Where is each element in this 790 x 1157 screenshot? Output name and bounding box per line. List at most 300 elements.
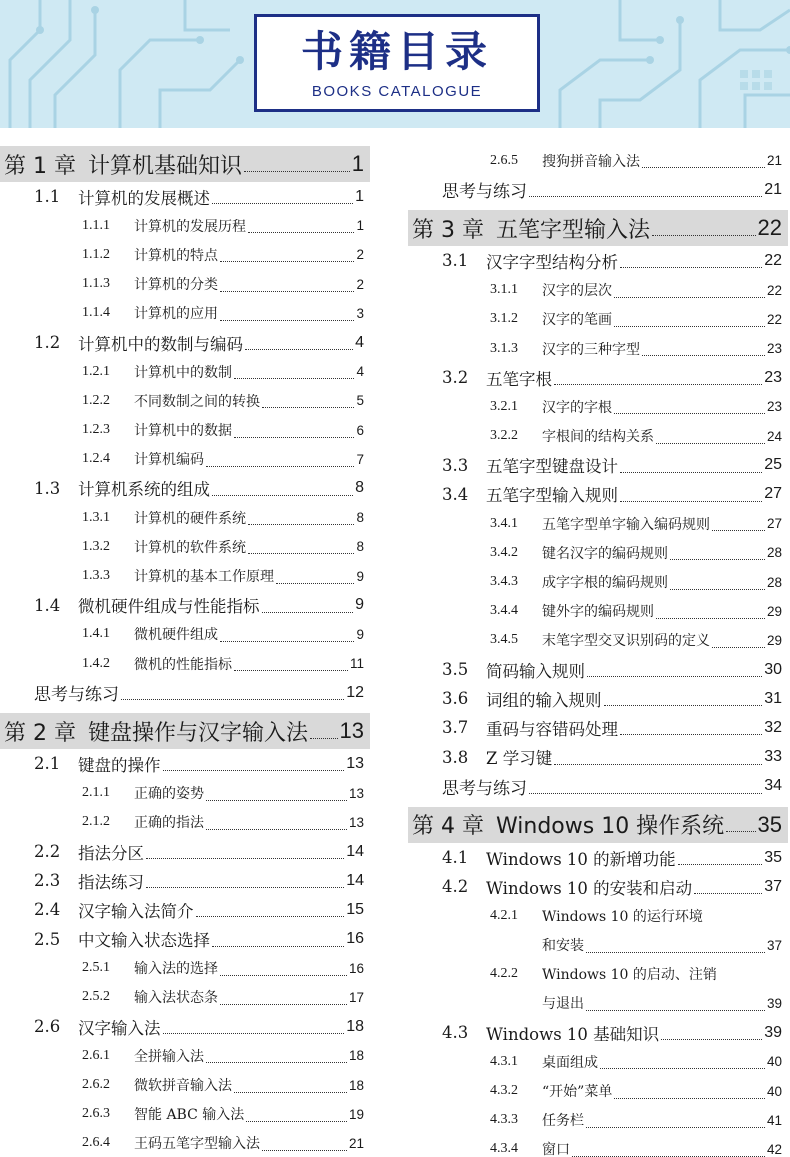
toc-entry-page-number: 9 <box>355 596 364 614</box>
toc-entry-number: 2.6.4 <box>82 1135 110 1151</box>
toc-entry-number: 3.4 <box>442 484 469 504</box>
toc-entry-page-number: 27 <box>766 516 782 532</box>
toc-entry-page-number: 4 <box>356 364 364 380</box>
toc-entry-page-number: 21 <box>764 180 782 198</box>
toc-entry-sec[interactable] <box>0 474 370 503</box>
dot-leader <box>234 1092 347 1093</box>
toc-entry-number: 3.4.3 <box>490 574 518 590</box>
toc-entry-page-number: 14 <box>346 871 364 889</box>
toc-entry-sec[interactable] <box>408 872 788 901</box>
dot-leader <box>220 320 354 321</box>
toc-entry-title: 计算机的应用 <box>134 306 218 323</box>
toc-entry-number: 4.2 <box>442 877 469 897</box>
toc-entry-title: 计算机的特点 <box>134 247 218 264</box>
toc-entry-number: 4.3.4 <box>490 1141 518 1157</box>
toc-entry-number: 2.1.1 <box>82 785 110 801</box>
toc-entry-page-number: 28 <box>766 574 782 590</box>
toc-entry-sub[interactable] <box>0 1041 370 1070</box>
dot-leader <box>712 647 765 648</box>
toc-entry-sec[interactable] <box>0 749 370 778</box>
dot-leader <box>600 1068 765 1069</box>
toc-entry-number: 3.4.1 <box>490 515 518 531</box>
toc-entry-sub[interactable] <box>0 270 370 299</box>
toc-entry-page-number: 8 <box>356 510 364 526</box>
dot-leader <box>196 916 345 917</box>
toc-entry-number: 1.2.4 <box>82 451 110 467</box>
toc-entry-title: 键盘操作与汉字输入法 <box>88 720 309 746</box>
dot-leader <box>712 530 765 531</box>
toc-entry-number: 3.1.1 <box>490 282 518 298</box>
toc-entry-title: 桌面组成 <box>542 1054 598 1071</box>
toc-entry-number: 2.4 <box>34 900 61 920</box>
toc-entry-page-number: 14 <box>346 842 364 860</box>
toc-entry-number: 3.2 <box>442 368 469 388</box>
toc-entry-page-number: 30 <box>764 660 782 678</box>
toc-entry-page-number: 28 <box>766 545 782 561</box>
toc-entry-title: 计算机系统的组成 <box>78 480 210 500</box>
dot-leader <box>220 975 347 976</box>
toc-entry-title: 计算机编码 <box>134 452 204 469</box>
toc-entry-number: 1.1.4 <box>82 305 110 321</box>
toc-entry-number: 2.5.1 <box>82 960 110 976</box>
toc-entry-title: 末笔字型交叉识别码的定义 <box>542 633 710 650</box>
toc-entry-sec[interactable] <box>0 866 370 895</box>
toc-entry-number: 1.1 <box>34 187 61 207</box>
dot-leader <box>146 858 344 859</box>
toc-entry-number: 1.2.1 <box>82 363 110 379</box>
toc-entry-page-number: 9 <box>356 626 364 642</box>
toc-entry-page-number: 32 <box>764 718 782 736</box>
dot-leader <box>163 770 345 771</box>
toc-entry-number: 1.3.2 <box>82 538 110 554</box>
toc-entry-title: 思考与练习 <box>442 778 527 799</box>
dot-leader <box>656 618 765 619</box>
toc-entry-number: 1.1.1 <box>82 217 110 233</box>
toc-entry-sec[interactable] <box>408 451 788 480</box>
toc-entry-number: 2.2 <box>34 842 61 862</box>
toc-entry-page-number: 37 <box>764 877 782 895</box>
toc-entry-title: 王码五笔字型输入法 <box>134 1136 260 1153</box>
toc-entry-number: 第 1 章 <box>4 153 76 179</box>
dot-leader <box>642 167 765 168</box>
toc-entry-title: Z 学习键 <box>486 749 553 769</box>
toc-entry-number: 1.1.3 <box>82 276 110 292</box>
toc-entry-title: 全拼输入法 <box>134 1048 204 1065</box>
toc-entry-page-number: 22 <box>757 215 782 241</box>
toc-entry-title: 计算机中的数制 <box>134 364 232 381</box>
toc-entry-page-number: 11 <box>349 656 364 672</box>
toc-entry-page-number: 29 <box>766 632 782 648</box>
toc-entry-title: 五笔字型键盘设计 <box>486 457 618 477</box>
dot-leader <box>586 952 765 953</box>
dot-leader <box>642 355 765 356</box>
dot-leader <box>206 466 354 467</box>
dot-leader <box>554 764 762 765</box>
toc-entry-title: 汉字输入法简介 <box>78 901 194 921</box>
toc-entry-title: Windows 10 的安装和启动 <box>486 878 693 898</box>
dot-leader <box>620 472 762 473</box>
toc-entry-ex[interactable] <box>408 772 788 801</box>
toc-entry-sub[interactable] <box>408 305 788 334</box>
toc-entry-sub[interactable] <box>408 1047 788 1076</box>
toc-entry-sec[interactable] <box>0 925 370 954</box>
toc-entry-sub[interactable] <box>0 445 370 474</box>
toc-entry-title: 计算机的软件系统 <box>134 539 246 556</box>
toc-entry-title: 指法练习 <box>78 872 144 892</box>
toc-entry-title: 汉字字型结构分析 <box>486 252 618 272</box>
toc-entry-number: 2.3 <box>34 871 61 891</box>
toc-entry-title: 正确的姿势 <box>134 786 204 803</box>
toc-entry-sub[interactable] <box>408 1135 788 1157</box>
toc-entry-ex[interactable] <box>408 175 788 204</box>
toc-entry-title: 微机硬件组成 <box>134 627 218 644</box>
toc-entry-number: 1.4 <box>34 595 61 615</box>
toc-entry-number: 2.5.2 <box>82 989 110 1005</box>
dot-leader <box>276 583 354 584</box>
toc-entry-title: 计算机中的数据 <box>134 423 232 440</box>
toc-entry-sec[interactable] <box>408 655 788 684</box>
dot-leader <box>234 437 354 438</box>
dot-leader <box>220 291 354 292</box>
toc-entry-number: 3.2.2 <box>490 428 518 444</box>
dot-leader <box>212 203 353 204</box>
toc-entry-subhead[interactable] <box>408 901 788 930</box>
dot-leader <box>694 893 762 894</box>
toc-entry-page-number: 40 <box>766 1054 782 1070</box>
toc-entry-number: 3.1 <box>442 251 469 271</box>
toc-entry-title: 任务栏 <box>542 1113 584 1130</box>
dot-leader <box>220 1004 347 1005</box>
toc-entry-sec[interactable] <box>0 837 370 866</box>
dot-leader <box>614 297 765 298</box>
toc-entry-page-number: 22 <box>766 282 782 298</box>
toc-entry-sub[interactable] <box>408 626 788 655</box>
toc-entry-number: 第 3 章 <box>412 217 484 243</box>
toc-entry-number: 1.3.3 <box>82 568 110 584</box>
toc-entry-title: 字根间的结构关系 <box>542 429 654 446</box>
toc-entry-number: 3.5 <box>442 660 469 680</box>
dot-leader <box>670 589 765 590</box>
toc-entry-sec[interactable] <box>408 246 788 275</box>
toc-entry-page-number: 42 <box>766 1141 782 1157</box>
toc-entry-page-number: 1 <box>351 151 364 176</box>
toc-entry-page-number: 18 <box>348 1077 364 1093</box>
toc-entry-title: Windows 10 的启动、注销 <box>542 967 717 984</box>
toc-entry-sec[interactable] <box>0 895 370 924</box>
toc-entry-title: 计算机的基本工作原理 <box>134 569 274 586</box>
toc-entry-ex[interactable] <box>0 678 370 707</box>
toc-entry-number: 3.1.3 <box>490 340 518 356</box>
toc-entry-sub[interactable] <box>0 299 370 328</box>
toc-entry-sub[interactable] <box>0 1070 370 1099</box>
dot-leader <box>220 641 354 642</box>
toc-entry-number: 4.3.3 <box>490 1112 518 1128</box>
toc-entry-title: 输入法状态条 <box>134 990 218 1007</box>
toc-entry-number: 4.3.2 <box>490 1083 518 1099</box>
toc-entry-sub[interactable] <box>0 954 370 983</box>
dot-leader <box>614 413 765 414</box>
toc-entry-number: 1.1.2 <box>82 246 110 262</box>
toc-entry-page-number: 2 <box>356 247 364 263</box>
toc-entry-sub[interactable] <box>408 422 788 451</box>
catalogue-header <box>0 0 790 128</box>
toc-entry-sub[interactable] <box>408 1076 788 1105</box>
dot-leader <box>206 800 347 801</box>
dot-leader <box>244 171 350 172</box>
toc-entry-page-number: 9 <box>356 568 364 584</box>
toc-entry-page-number: 23 <box>766 341 782 357</box>
toc-entry-sub[interactable] <box>0 561 370 590</box>
dot-leader <box>234 670 348 671</box>
dot-leader <box>220 261 354 262</box>
toc-entry-title: 简码输入规则 <box>486 661 585 681</box>
toc-entry-number: 2.6 <box>34 1017 61 1037</box>
toc-entry-title: 汉字输入法 <box>78 1018 161 1038</box>
toc-entry-number: 3.3 <box>442 455 469 475</box>
toc-entry-title: 微软拼音输入法 <box>134 1078 232 1095</box>
toc-entry-title: 正确的指法 <box>134 815 204 832</box>
dot-leader <box>245 349 353 350</box>
toc-entry-title: 重码与容错码处理 <box>486 719 618 739</box>
toc-entry-sec[interactable] <box>408 743 788 772</box>
toc-entry-number: 4.1 <box>442 848 469 868</box>
toc-entry-number: 4.3.1 <box>490 1053 518 1069</box>
toc-entry-sub[interactable] <box>408 597 788 626</box>
toc-entry-sec[interactable] <box>0 328 370 357</box>
catalogue-title: 书籍目录 <box>300 27 493 76</box>
toc-entry-chapter[interactable] <box>408 210 788 246</box>
toc-entry-sub[interactable] <box>408 392 788 421</box>
toc-entry-sub[interactable] <box>0 1100 370 1129</box>
catalogue-subtitle: BOOKS CATALOGUE <box>311 83 483 100</box>
toc-entry-chapter[interactable] <box>0 146 370 182</box>
toc-entry-sub[interactable] <box>408 538 788 567</box>
toc-entry-sec[interactable] <box>408 1018 788 1047</box>
dot-leader <box>604 705 763 706</box>
toc-entry-sec[interactable] <box>0 591 370 620</box>
toc-entry-page-number: 17 <box>348 989 364 1005</box>
toc-entry-sub[interactable] <box>408 276 788 305</box>
toc-entry-title: “开始”菜单 <box>542 1084 613 1101</box>
toc-entry-title: Windows 10 的新增功能 <box>486 849 676 869</box>
toc-entry-subhead[interactable] <box>408 960 788 989</box>
toc-entry-title: 思考与练习 <box>34 685 119 706</box>
toc-entry-title: 指法分区 <box>78 843 144 863</box>
toc-entry-page-number: 22 <box>764 251 782 269</box>
toc-entry-title: 计算机的分类 <box>134 277 218 294</box>
toc-entry-number: 4.2.2 <box>490 966 518 982</box>
toc-entry-title: 汉字的字根 <box>542 399 612 416</box>
toc-entry-number: 4.3 <box>442 1023 469 1043</box>
toc-entry-cont[interactable] <box>408 931 788 960</box>
toc-entry-title: 五笔字型输入规则 <box>486 486 618 506</box>
toc-entry-number: 3.8 <box>442 747 469 767</box>
toc-entry-title: 不同数制之间的转换 <box>134 393 260 410</box>
toc-entry-sec[interactable] <box>0 182 370 211</box>
toc-entry-title: Windows 10 操作系统 <box>496 814 725 840</box>
toc-entry-page-number: 22 <box>766 311 782 327</box>
toc-entry-sub[interactable] <box>408 509 788 538</box>
toc-entry-sec[interactable] <box>408 363 788 392</box>
dot-leader <box>212 946 344 947</box>
toc-entry-page-number: 24 <box>766 428 782 444</box>
toc-entry-title: 搜狗拼音输入法 <box>542 153 640 170</box>
toc-entry-number: 2.1.2 <box>82 814 110 830</box>
dot-leader <box>656 443 765 444</box>
toc-entry-page-number: 21 <box>766 153 782 169</box>
toc-entry-page-number: 13 <box>348 785 364 801</box>
toc-entry-page-number: 12 <box>346 683 364 701</box>
toc-entry-chapter[interactable] <box>0 713 370 749</box>
toc-entry-number: 3.4.5 <box>490 632 518 648</box>
toc-entry-number: 1.4.2 <box>82 655 110 671</box>
toc-entry-number: 3.1.2 <box>490 311 518 327</box>
dot-leader <box>620 501 762 502</box>
toc-entry-page-number: 25 <box>764 456 782 474</box>
toc-entry-title: 智能 ABC 输入法 <box>134 1107 245 1124</box>
dot-leader <box>248 524 354 525</box>
dot-leader <box>554 384 762 385</box>
toc-entry-page-number: 1 <box>355 187 364 205</box>
toc-entry-sec[interactable] <box>408 843 788 872</box>
toc-entry-number: 4.2.1 <box>490 907 518 923</box>
toc-entry-title: 窗口 <box>542 1142 570 1157</box>
toc-entry-page-number: 21 <box>348 1135 364 1151</box>
toc-entry-page-number: 35 <box>757 811 782 837</box>
toc-entry-number: 1.3.1 <box>82 509 110 525</box>
toc-entry-sub[interactable] <box>0 240 370 269</box>
toc-entry-number: 1.2.3 <box>82 422 110 438</box>
toc-entry-page-number: 19 <box>348 1106 364 1122</box>
toc-entry-page-number: 6 <box>356 422 364 438</box>
toc-entry-sub[interactable] <box>0 211 370 240</box>
toc-entry-sec[interactable] <box>408 713 788 742</box>
toc-entry-page-number: 8 <box>355 479 364 497</box>
toc-entry-page-number: 3 <box>356 305 364 321</box>
dot-leader <box>587 676 762 677</box>
toc-entry-title: 键外字的编码规则 <box>542 604 654 621</box>
toc-entry-sub[interactable] <box>0 503 370 532</box>
dot-leader <box>614 326 765 327</box>
dot-leader <box>206 1062 347 1063</box>
dot-leader <box>310 738 338 739</box>
toc-entry-title: 和安装 <box>542 938 584 955</box>
dot-leader <box>726 831 755 832</box>
toc-entry-page-number: 41 <box>766 1112 782 1128</box>
toc-entry-page-number: 27 <box>764 485 782 503</box>
dot-leader <box>248 553 354 554</box>
dot-leader <box>529 196 762 197</box>
toc-entry-title: 计算机的发展历程 <box>134 218 246 235</box>
toc-entry-number: 3.4.2 <box>490 544 518 560</box>
toc-entry-page-number: 37 <box>766 937 782 953</box>
toc-entry-title: 五笔字型输入法 <box>496 217 651 243</box>
dot-leader <box>163 1033 345 1034</box>
toc-entry-page-number: 16 <box>346 930 364 948</box>
dot-leader <box>620 267 762 268</box>
toc-entry-number: 3.4.4 <box>490 603 518 619</box>
toc-entry-sub[interactable] <box>0 649 370 678</box>
toc-entry-page-number: 2 <box>356 276 364 292</box>
toc-entry-page-number: 23 <box>766 399 782 415</box>
dot-leader <box>262 1150 347 1151</box>
toc-entry-sub[interactable] <box>408 334 788 363</box>
toc-entry-sub[interactable] <box>0 620 370 649</box>
dot-leader <box>146 887 344 888</box>
toc-entry-title: 输入法的选择 <box>134 961 218 978</box>
toc-entry-number: 2.6.1 <box>82 1047 110 1063</box>
dot-leader <box>652 235 756 236</box>
toc-entry-page-number: 33 <box>764 748 782 766</box>
toc-entry-sub[interactable] <box>408 567 788 596</box>
toc-entry-page-number: 5 <box>356 393 364 409</box>
dot-leader <box>529 793 762 794</box>
toc-entry-sec[interactable] <box>408 684 788 713</box>
toc-entry-title: 计算机的发展概述 <box>78 188 210 208</box>
toc-entry-title: 键盘的操作 <box>78 755 161 775</box>
toc-entry-sub[interactable] <box>0 1129 370 1157</box>
toc-entry-sub[interactable] <box>0 386 370 415</box>
dot-leader <box>586 1010 765 1011</box>
toc-entry-page-number: 39 <box>766 995 782 1011</box>
toc-entry-page-number: 23 <box>764 368 782 386</box>
toc-entry-sub[interactable] <box>0 779 370 808</box>
toc-entry-sub[interactable] <box>0 416 370 445</box>
toc-entry-number: 2.6.2 <box>82 1077 110 1093</box>
dot-leader <box>678 864 763 865</box>
toc-entry-number: 1.2 <box>34 333 61 353</box>
toc-entry-number: 1.3 <box>34 478 61 498</box>
toc-entry-title: 词组的输入规则 <box>486 690 602 710</box>
toc-entry-sec[interactable] <box>408 480 788 509</box>
toc-entry-title: 汉字的层次 <box>542 283 612 300</box>
toc-entry-page-number: 18 <box>346 1017 364 1035</box>
dot-leader <box>246 1121 347 1122</box>
toc-entry-page-number: 31 <box>764 689 782 707</box>
toc-entry-sec[interactable] <box>0 1012 370 1041</box>
toc-entry-page-number: 7 <box>356 451 364 467</box>
catalogue-title-box <box>254 14 540 112</box>
dot-leader <box>586 1127 765 1128</box>
toc-entry-number: 1.4.1 <box>82 626 110 642</box>
toc-entry-number: 2.5 <box>34 929 61 949</box>
toc-entry-sub[interactable] <box>408 146 788 175</box>
dot-leader <box>670 559 765 560</box>
toc-entry-page-number: 16 <box>348 960 364 976</box>
toc-entry-title: 思考与练习 <box>442 182 527 203</box>
toc-entry-title: 中文输入状态选择 <box>78 931 210 951</box>
toc-entry-cont[interactable] <box>408 989 788 1018</box>
toc-entry-page-number: 13 <box>348 814 364 830</box>
toc-entry-sub[interactable] <box>0 357 370 386</box>
toc-entry-number: 2.6.3 <box>82 1106 110 1122</box>
dot-leader <box>206 829 347 830</box>
dot-leader <box>614 1098 765 1099</box>
toc-entry-sub[interactable] <box>0 808 370 837</box>
toc-entry-page-number: 18 <box>348 1048 364 1064</box>
dot-leader <box>248 232 354 233</box>
toc-entry-number: 第 4 章 <box>412 814 484 840</box>
toc-entry-sub[interactable] <box>0 532 370 561</box>
toc-entry-sub[interactable] <box>0 983 370 1012</box>
toc-entry-chapter[interactable] <box>408 807 788 843</box>
toc-entry-title: 与退出 <box>542 996 584 1013</box>
toc-entry-title: 汉字的笔画 <box>542 312 612 329</box>
toc-entry-sub[interactable] <box>408 1106 788 1135</box>
toc-entry-title: Windows 10 基础知识 <box>486 1024 660 1044</box>
toc-entry-page-number: 8 <box>356 539 364 555</box>
toc-entry-title: 汉字的三种字型 <box>542 341 640 358</box>
